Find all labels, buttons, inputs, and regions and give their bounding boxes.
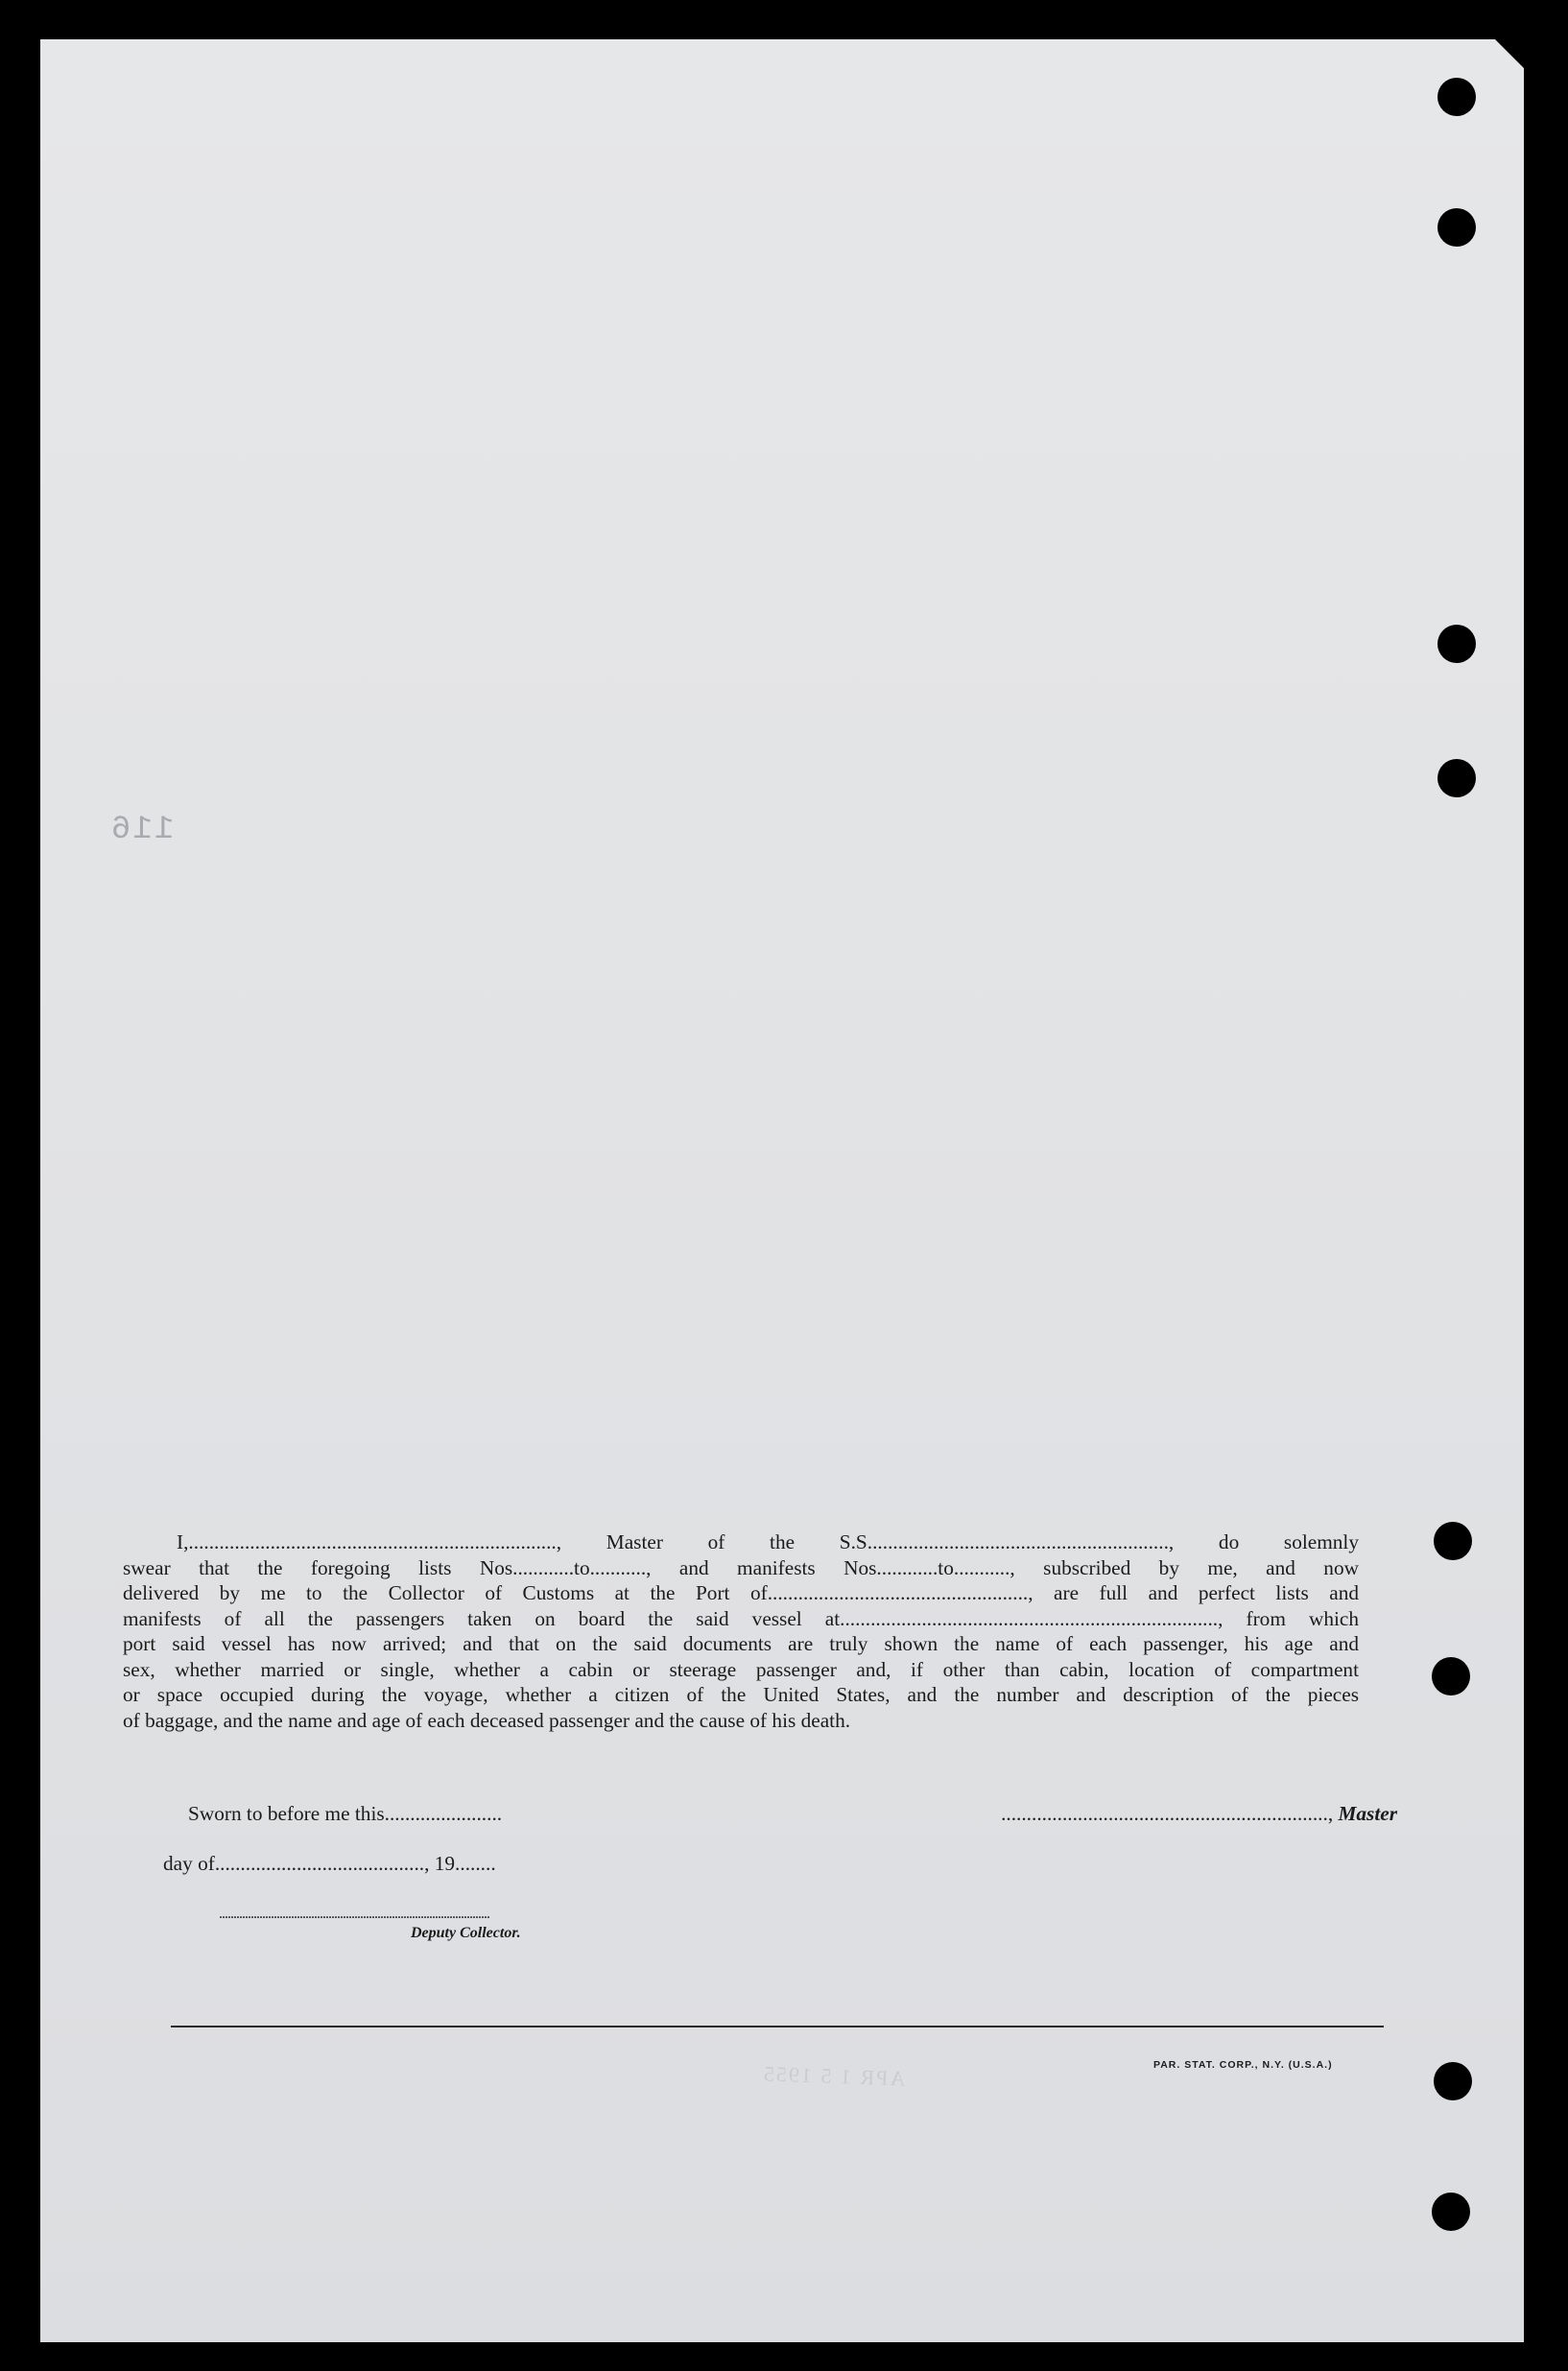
oath-line: sex, whether married or single, whether a cabin or steerage passenger and, if other than cabin, location of compartment — [123, 1657, 1359, 1681]
punch-hole — [1434, 1522, 1472, 1560]
oath-line: I,........................................................................, Master of the S.S..........................................................., do solemnly — [177, 1530, 1359, 1553]
bleed-through-number: 116 — [109, 812, 175, 848]
punch-hole — [1437, 625, 1476, 663]
horizontal-rule — [171, 2026, 1384, 2027]
deputy-signature-line: .............................................................................................. — [219, 1906, 489, 1922]
sworn-statement: Sworn to before me this....................... — [188, 1802, 503, 1825]
oath-line: manifests of all the passengers taken on board the said vessel at.........................................................................., from which — [123, 1606, 1359, 1630]
printer-imprint: PAR. STAT. CORP., N.Y. (U.S.A.) — [1153, 2059, 1333, 2071]
bleed-through-stamp: APR 1 5 1955 — [761, 2061, 906, 2091]
oath-line: or space occupied during the voyage, whether a citizen of the United States, and the number and description of the pieces — [123, 1683, 1359, 1706]
oath-line: delivered by me to the Collector of Customs at the Port of..................................................., are full and perfect lists and — [123, 1581, 1359, 1604]
oath-line: port said vessel has now arrived; and that on the said documents are truly shown the name of each passenger, his age and — [123, 1632, 1359, 1655]
master-signature-line — [898, 1802, 1397, 1826]
punch-hole — [1437, 759, 1476, 797]
punch-hole — [1434, 2062, 1472, 2100]
oath-line: of baggage, and the name and age of each deceased passenger and the cause of his death. — [123, 1708, 851, 1732]
folded-corner — [1493, 37, 1526, 70]
punch-hole — [1437, 208, 1476, 247]
date-line: day of........................................., 19........ — [163, 1852, 496, 1875]
deputy-collector-label: Deputy Collector. — [411, 1925, 521, 1941]
punch-hole — [1432, 1657, 1470, 1695]
oath-line: swear that the foregoing lists Nos............to..........., and manifests Nos............to..........., subscribed by me, and now — [123, 1555, 1359, 1579]
punch-hole — [1437, 78, 1476, 116]
oath-paragraph — [123, 1529, 1359, 1733]
master-signature-dots: ................................................................, — [1001, 1802, 1339, 1825]
master-label: Master — [1338, 1802, 1397, 1825]
document-page — [40, 39, 1524, 2342]
punch-hole — [1432, 2193, 1470, 2231]
